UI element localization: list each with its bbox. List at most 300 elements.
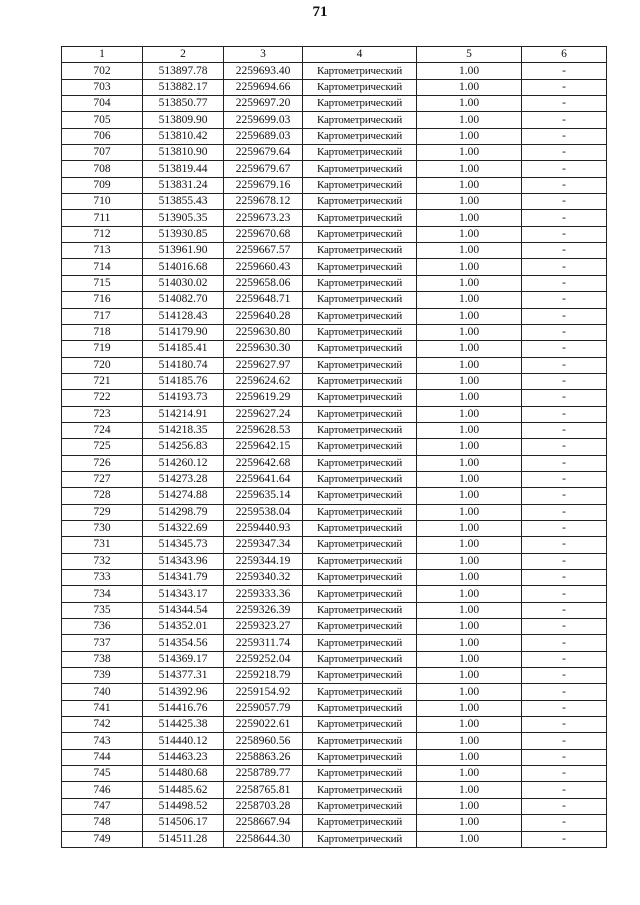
method-cell: Картометрический (303, 243, 417, 259)
method-cell: Картометрический (303, 324, 417, 340)
point-number-cell: 726 (62, 455, 143, 471)
accuracy-cell: 1.00 (417, 341, 522, 357)
table-row (62, 733, 607, 749)
accuracy-cell: 1.00 (417, 390, 522, 406)
note-cell: - (522, 324, 607, 340)
x-coordinate-cell: 514345.73 (143, 537, 224, 553)
point-number-cell: 720 (62, 357, 143, 373)
accuracy-cell: 1.00 (417, 619, 522, 635)
accuracy-cell: 1.00 (417, 177, 522, 193)
point-number-cell: 723 (62, 406, 143, 422)
y-coordinate-cell: 2259699.03 (224, 112, 303, 128)
method-cell: Картометрический (303, 161, 417, 177)
note-cell: - (522, 635, 607, 651)
table-row (62, 194, 607, 210)
method-cell: Картометрический (303, 766, 417, 782)
x-coordinate-cell: 513819.44 (143, 161, 224, 177)
x-coordinate-cell: 514485.62 (143, 782, 224, 798)
method-cell: Картометрический (303, 668, 417, 684)
note-cell: - (522, 815, 607, 831)
table-row (62, 570, 607, 586)
method-cell: Картометрический (303, 275, 417, 291)
accuracy-cell: 1.00 (417, 684, 522, 700)
accuracy-cell: 1.00 (417, 292, 522, 308)
table-row (62, 145, 607, 161)
table-row (62, 177, 607, 193)
note-cell: - (522, 831, 607, 847)
method-cell: Картометрический (303, 815, 417, 831)
y-coordinate-cell: 2258863.26 (224, 749, 303, 765)
page-number: 71 (312, 4, 328, 20)
accuracy-cell: 1.00 (417, 324, 522, 340)
accuracy-cell: 1.00 (417, 161, 522, 177)
y-coordinate-cell: 2259022.61 (224, 717, 303, 733)
accuracy-cell: 1.00 (417, 733, 522, 749)
x-coordinate-cell: 514506.17 (143, 815, 224, 831)
column-header-5: 5 (417, 47, 522, 63)
method-cell: Картометрический (303, 635, 417, 651)
point-number-cell: 738 (62, 651, 143, 667)
x-coordinate-cell: 514274.88 (143, 488, 224, 504)
method-cell: Картометрический (303, 226, 417, 242)
table-row (62, 684, 607, 700)
x-coordinate-cell: 514218.35 (143, 422, 224, 438)
column-header-3: 3 (224, 47, 303, 63)
method-cell: Картометрический (303, 717, 417, 733)
y-coordinate-cell: 2259679.64 (224, 145, 303, 161)
y-coordinate-cell: 2259679.16 (224, 177, 303, 193)
accuracy-cell: 1.00 (417, 439, 522, 455)
x-coordinate-cell: 514511.28 (143, 831, 224, 847)
note-cell: - (522, 717, 607, 733)
note-cell: - (522, 766, 607, 782)
x-coordinate-cell: 513809.90 (143, 112, 224, 128)
method-cell: Картометрический (303, 96, 417, 112)
x-coordinate-cell: 514322.69 (143, 520, 224, 536)
method-cell: Картометрический (303, 177, 417, 193)
accuracy-cell: 1.00 (417, 651, 522, 667)
x-coordinate-cell: 513897.78 (143, 63, 224, 79)
method-cell: Картометрический (303, 684, 417, 700)
table-row (62, 128, 607, 144)
table-row (62, 112, 607, 128)
x-coordinate-cell: 514016.68 (143, 259, 224, 275)
y-coordinate-cell: 2259648.71 (224, 292, 303, 308)
method-cell: Картометрический (303, 112, 417, 128)
table-row (62, 243, 607, 259)
point-number-cell: 742 (62, 717, 143, 733)
point-number-cell: 733 (62, 570, 143, 586)
table-row (62, 63, 607, 79)
note-cell: - (522, 651, 607, 667)
accuracy-cell: 1.00 (417, 79, 522, 95)
method-cell: Картометрический (303, 504, 417, 520)
accuracy-cell: 1.00 (417, 700, 522, 716)
accuracy-cell: 1.00 (417, 145, 522, 161)
accuracy-cell: 1.00 (417, 553, 522, 569)
y-coordinate-cell: 2259340.32 (224, 570, 303, 586)
y-coordinate-cell: 2259057.79 (224, 700, 303, 716)
x-coordinate-cell: 513810.42 (143, 128, 224, 144)
point-number-cell: 737 (62, 635, 143, 651)
y-coordinate-cell: 2259628.53 (224, 422, 303, 438)
accuracy-cell: 1.00 (417, 798, 522, 814)
accuracy-cell: 1.00 (417, 357, 522, 373)
note-cell: - (522, 439, 607, 455)
y-coordinate-cell: 2258703.28 (224, 798, 303, 814)
note-cell: - (522, 619, 607, 635)
table-row (62, 210, 607, 226)
x-coordinate-cell: 514260.12 (143, 455, 224, 471)
y-coordinate-cell: 2259624.62 (224, 373, 303, 389)
method-cell: Картометрический (303, 537, 417, 553)
y-coordinate-cell: 2259252.04 (224, 651, 303, 667)
y-coordinate-cell: 2259333.36 (224, 586, 303, 602)
method-cell: Картометрический (303, 553, 417, 569)
note-cell: - (522, 373, 607, 389)
table-body (62, 63, 607, 848)
table-row (62, 422, 607, 438)
y-coordinate-cell: 2259697.20 (224, 96, 303, 112)
accuracy-cell: 1.00 (417, 194, 522, 210)
accuracy-cell: 1.00 (417, 602, 522, 618)
table-row (62, 537, 607, 553)
point-number-cell: 728 (62, 488, 143, 504)
note-cell: - (522, 504, 607, 520)
table-row (62, 553, 607, 569)
method-cell: Картометрический (303, 390, 417, 406)
method-cell: Картометрический (303, 586, 417, 602)
accuracy-cell: 1.00 (417, 210, 522, 226)
accuracy-cell: 1.00 (417, 275, 522, 291)
accuracy-cell: 1.00 (417, 406, 522, 422)
method-cell: Картометрический (303, 406, 417, 422)
column-header-4: 4 (303, 47, 417, 63)
x-coordinate-cell: 513905.35 (143, 210, 224, 226)
x-coordinate-cell: 514273.28 (143, 471, 224, 487)
method-cell: Картометрический (303, 145, 417, 161)
y-coordinate-cell: 2259642.15 (224, 439, 303, 455)
table-row (62, 79, 607, 95)
point-number-cell: 736 (62, 619, 143, 635)
table-row (62, 471, 607, 487)
note-cell: - (522, 112, 607, 128)
y-coordinate-cell: 2259660.43 (224, 259, 303, 275)
note-cell: - (522, 749, 607, 765)
point-number-cell: 711 (62, 210, 143, 226)
point-number-cell: 744 (62, 749, 143, 765)
table-header-row (62, 47, 607, 63)
accuracy-cell: 1.00 (417, 243, 522, 259)
table-row (62, 275, 607, 291)
note-cell: - (522, 537, 607, 553)
method-cell: Картометрический (303, 128, 417, 144)
x-coordinate-cell: 513882.17 (143, 79, 224, 95)
method-cell: Картометрический (303, 210, 417, 226)
point-number-cell: 729 (62, 504, 143, 520)
accuracy-cell: 1.00 (417, 749, 522, 765)
table-row (62, 586, 607, 602)
y-coordinate-cell: 2259658.06 (224, 275, 303, 291)
note-cell: - (522, 586, 607, 602)
accuracy-cell: 1.00 (417, 717, 522, 733)
y-coordinate-cell: 2259673.23 (224, 210, 303, 226)
note-cell: - (522, 259, 607, 275)
y-coordinate-cell: 2259311.74 (224, 635, 303, 651)
table-row (62, 390, 607, 406)
point-number-cell: 725 (62, 439, 143, 455)
y-coordinate-cell: 2259635.14 (224, 488, 303, 504)
method-cell: Картометрический (303, 488, 417, 504)
method-cell: Картометрический (303, 471, 417, 487)
note-cell: - (522, 471, 607, 487)
method-cell: Картометрический (303, 341, 417, 357)
point-number-cell: 707 (62, 145, 143, 161)
coordinates-table (61, 46, 607, 848)
y-coordinate-cell: 2258667.94 (224, 815, 303, 831)
y-coordinate-cell: 2259538.04 (224, 504, 303, 520)
accuracy-cell: 1.00 (417, 766, 522, 782)
method-cell: Картометрический (303, 455, 417, 471)
method-cell: Картометрический (303, 831, 417, 847)
note-cell: - (522, 210, 607, 226)
note-cell: - (522, 341, 607, 357)
point-number-cell: 743 (62, 733, 143, 749)
note-cell: - (522, 161, 607, 177)
note-cell: - (522, 733, 607, 749)
note-cell: - (522, 275, 607, 291)
method-cell: Картометрический (303, 308, 417, 324)
point-number-cell: 716 (62, 292, 143, 308)
accuracy-cell: 1.00 (417, 63, 522, 79)
x-coordinate-cell: 513831.24 (143, 177, 224, 193)
accuracy-cell: 1.00 (417, 128, 522, 144)
method-cell: Картометрический (303, 63, 417, 79)
x-coordinate-cell: 514377.31 (143, 668, 224, 684)
y-coordinate-cell: 2259694.66 (224, 79, 303, 95)
table-row (62, 668, 607, 684)
table-row (62, 96, 607, 112)
note-cell: - (522, 570, 607, 586)
method-cell: Картометрический (303, 782, 417, 798)
note-cell: - (522, 243, 607, 259)
note-cell: - (522, 308, 607, 324)
note-cell: - (522, 602, 607, 618)
accuracy-cell: 1.00 (417, 586, 522, 602)
x-coordinate-cell: 514344.54 (143, 602, 224, 618)
point-number-cell: 719 (62, 341, 143, 357)
point-number-cell: 714 (62, 259, 143, 275)
table-row (62, 520, 607, 536)
note-cell: - (522, 488, 607, 504)
point-number-cell: 741 (62, 700, 143, 716)
x-coordinate-cell: 514179.90 (143, 324, 224, 340)
point-number-cell: 705 (62, 112, 143, 128)
y-coordinate-cell: 2259323.27 (224, 619, 303, 635)
method-cell: Картометрический (303, 259, 417, 275)
note-cell: - (522, 553, 607, 569)
point-number-cell: 709 (62, 177, 143, 193)
y-coordinate-cell: 2259693.40 (224, 63, 303, 79)
table-row (62, 700, 607, 716)
point-number-cell: 748 (62, 815, 143, 831)
table-row (62, 749, 607, 765)
note-cell: - (522, 406, 607, 422)
point-number-cell: 704 (62, 96, 143, 112)
accuracy-cell: 1.00 (417, 373, 522, 389)
note-cell: - (522, 782, 607, 798)
accuracy-cell: 1.00 (417, 635, 522, 651)
x-coordinate-cell: 514185.41 (143, 341, 224, 357)
x-coordinate-cell: 513961.90 (143, 243, 224, 259)
accuracy-cell: 1.00 (417, 831, 522, 847)
table-row (62, 161, 607, 177)
method-cell: Картометрический (303, 439, 417, 455)
method-cell: Картометрический (303, 357, 417, 373)
note-cell: - (522, 798, 607, 814)
x-coordinate-cell: 514180.74 (143, 357, 224, 373)
column-header-2: 2 (143, 47, 224, 63)
x-coordinate-cell: 514214.91 (143, 406, 224, 422)
point-number-cell: 724 (62, 422, 143, 438)
y-coordinate-cell: 2259640.28 (224, 308, 303, 324)
note-cell: - (522, 226, 607, 242)
note-cell: - (522, 194, 607, 210)
table-row (62, 455, 607, 471)
x-coordinate-cell: 514030.02 (143, 275, 224, 291)
table-row (62, 766, 607, 782)
x-coordinate-cell: 514298.79 (143, 504, 224, 520)
point-number-cell: 708 (62, 161, 143, 177)
x-coordinate-cell: 514128.43 (143, 308, 224, 324)
point-number-cell: 717 (62, 308, 143, 324)
x-coordinate-cell: 514480.68 (143, 766, 224, 782)
table-row (62, 798, 607, 814)
y-coordinate-cell: 2259679.67 (224, 161, 303, 177)
note-cell: - (522, 357, 607, 373)
point-number-cell: 702 (62, 63, 143, 79)
point-number-cell: 739 (62, 668, 143, 684)
x-coordinate-cell: 514392.96 (143, 684, 224, 700)
accuracy-cell: 1.00 (417, 537, 522, 553)
table-row (62, 308, 607, 324)
point-number-cell: 730 (62, 520, 143, 536)
y-coordinate-cell: 2259627.24 (224, 406, 303, 422)
note-cell: - (522, 390, 607, 406)
table-row (62, 635, 607, 651)
y-coordinate-cell: 2259154.92 (224, 684, 303, 700)
accuracy-cell: 1.00 (417, 226, 522, 242)
x-coordinate-cell: 514416.76 (143, 700, 224, 716)
x-coordinate-cell: 514463.23 (143, 749, 224, 765)
point-number-cell: 746 (62, 782, 143, 798)
x-coordinate-cell: 514193.73 (143, 390, 224, 406)
x-coordinate-cell: 514440.12 (143, 733, 224, 749)
y-coordinate-cell: 2258765.81 (224, 782, 303, 798)
note-cell: - (522, 79, 607, 95)
method-cell: Картометрический (303, 292, 417, 308)
table-row (62, 324, 607, 340)
table-row (62, 782, 607, 798)
table-row (62, 619, 607, 635)
y-coordinate-cell: 2259670.68 (224, 226, 303, 242)
y-coordinate-cell: 2259344.19 (224, 553, 303, 569)
table-row (62, 602, 607, 618)
note-cell: - (522, 96, 607, 112)
table-row (62, 292, 607, 308)
table-row (62, 504, 607, 520)
y-coordinate-cell: 2259630.30 (224, 341, 303, 357)
note-cell: - (522, 520, 607, 536)
y-coordinate-cell: 2259641.64 (224, 471, 303, 487)
method-cell: Картометрический (303, 79, 417, 95)
accuracy-cell: 1.00 (417, 815, 522, 831)
x-coordinate-cell: 513810.90 (143, 145, 224, 161)
accuracy-cell: 1.00 (417, 308, 522, 324)
accuracy-cell: 1.00 (417, 471, 522, 487)
point-number-cell: 721 (62, 373, 143, 389)
accuracy-cell: 1.00 (417, 782, 522, 798)
x-coordinate-cell: 513930.85 (143, 226, 224, 242)
method-cell: Картометрический (303, 602, 417, 618)
point-number-cell: 745 (62, 766, 143, 782)
accuracy-cell: 1.00 (417, 504, 522, 520)
x-coordinate-cell: 514256.83 (143, 439, 224, 455)
column-header-6: 6 (522, 47, 607, 63)
accuracy-cell: 1.00 (417, 96, 522, 112)
table-row (62, 259, 607, 275)
accuracy-cell: 1.00 (417, 422, 522, 438)
accuracy-cell: 1.00 (417, 455, 522, 471)
point-number-cell: 747 (62, 798, 143, 814)
point-number-cell: 740 (62, 684, 143, 700)
note-cell: - (522, 145, 607, 161)
point-number-cell: 735 (62, 602, 143, 618)
table-row (62, 831, 607, 847)
x-coordinate-cell: 514341.79 (143, 570, 224, 586)
point-number-cell: 731 (62, 537, 143, 553)
table-row (62, 226, 607, 242)
y-coordinate-cell: 2259642.68 (224, 455, 303, 471)
accuracy-cell: 1.00 (417, 488, 522, 504)
y-coordinate-cell: 2259678.12 (224, 194, 303, 210)
y-coordinate-cell: 2259627.97 (224, 357, 303, 373)
y-coordinate-cell: 2258644.30 (224, 831, 303, 847)
table-row (62, 439, 607, 455)
point-number-cell: 706 (62, 128, 143, 144)
point-number-cell: 710 (62, 194, 143, 210)
y-coordinate-cell: 2258789.77 (224, 766, 303, 782)
method-cell: Картометрический (303, 520, 417, 536)
method-cell: Картометрический (303, 733, 417, 749)
y-coordinate-cell: 2259326.39 (224, 602, 303, 618)
note-cell: - (522, 128, 607, 144)
x-coordinate-cell: 514343.17 (143, 586, 224, 602)
point-number-cell: 715 (62, 275, 143, 291)
y-coordinate-cell: 2259218.79 (224, 668, 303, 684)
y-coordinate-cell: 2258960.56 (224, 733, 303, 749)
table-row (62, 815, 607, 831)
point-number-cell: 712 (62, 226, 143, 242)
y-coordinate-cell: 2259689.03 (224, 128, 303, 144)
method-cell: Картометрический (303, 798, 417, 814)
note-cell: - (522, 455, 607, 471)
x-coordinate-cell: 514082.70 (143, 292, 224, 308)
x-coordinate-cell: 513855.43 (143, 194, 224, 210)
accuracy-cell: 1.00 (417, 259, 522, 275)
y-coordinate-cell: 2259667.57 (224, 243, 303, 259)
accuracy-cell: 1.00 (417, 520, 522, 536)
